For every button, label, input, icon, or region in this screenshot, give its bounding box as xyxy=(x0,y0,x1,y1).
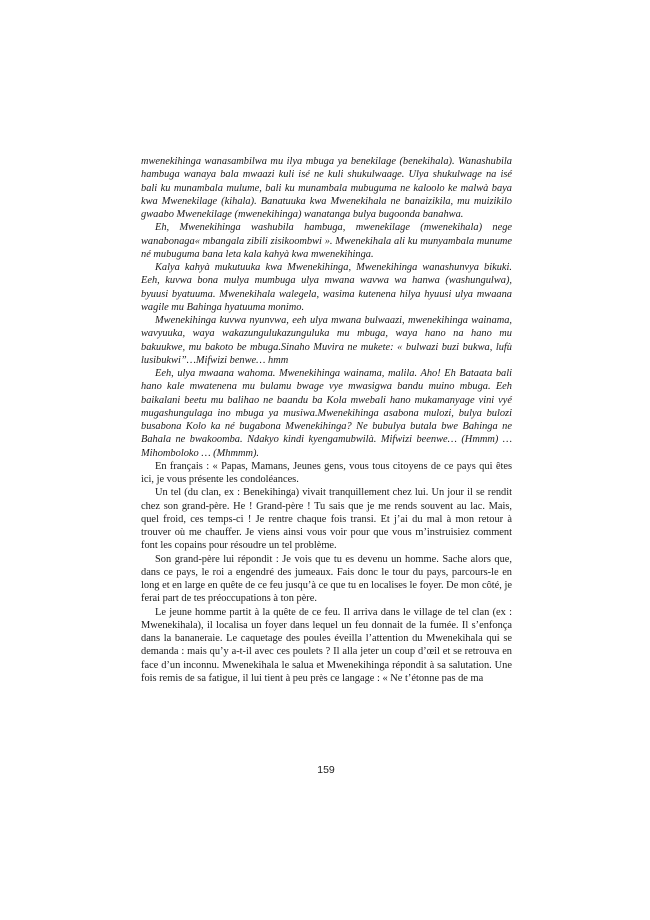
paragraph-kihunde-1: mwenekihinga wanasambilwa mu ilya mbuga ya benekilage (benekihala). Wanashubila hambuga wanaya bala mwaazi kuli isé ne kuli shukulwaage. Ulya shukulwage na isé bali ku munambala mulume, bali ku munambala mubuguma ne kaloolo ke malwà baya kwa Mwenekilage (kihala). Banatuuka kwa Mwenekihala ne banaizikila, mu muizikilo gwaabo Mwenekilage (mwenekihinga) wanatanga bulya bugoonda banahwa. xyxy=(141,156,512,220)
paragraph-french-3: Son grand-père lui répondit : Je vois que tu es devenu un homme. Sache alors que, dans ce pays, le roi a engendré des jumeaux. Fais donc le tour du pays, parcours-le en long et en large en quête de ce feu jusqu’à ce que tu en localises le foyer. De mon côté, je ferai part de tes préoccupations à ton père. xyxy=(141,553,512,605)
page-body xyxy=(141,155,512,685)
paragraph-french-4: Le jeune homme partit à la quête de ce feu. Il arriva dans le village de tel clan (ex : Mwenekihala), il localisa un foyer dans lequel un feu donnait de la fumée. Il s’enfonça dans la bananeraie. Le caquetage des poules éveilla l’attention du Mwenekihala qui se demanda : mais qu’y a-t-il avec ces poulets ? Il alla jeter un coup d’œil et se retrouva en face d’un inconnu. Mwenekihala le salua et Mwenekihinga répondit à sa salutation. Une fois remis de sa fatigue, il lui tient à peu près ce langage : « Ne t’étonne pas de ma xyxy=(141,606,512,684)
paragraph-kihunde-5: Eeh, ulya mwaana wahoma. Mwenekihinga wainama, malila. Aho! Eh Bataata bali hano kale mwatenena mu bulamu bwage vye mwasigwa bandu muino mbuga. Eeh baikalani beetu mu balihao ne baandu ba Kola mwebali hano mukamanyage vini vyé mugashungulaga ino mbuga ya musiwa.Mwenekihinga asabona mulozi, bulya bulozi busabona Kolo ka né bugabona Mwenekihinga? Ne bubulya butala bwe Bahinga ne Bahala ne bwakoomba. Ndakyo kindi kyengamubwilà. Mifwizi beenwe… (Hmmm) … Mihomboloko … (Mhmmm). xyxy=(141,368,512,459)
paragraph-french-1: En français : « Papas, Mamans, Jeunes gens, vous tous citoyens de ce pays qui êtes ici, je vous présente les condoléances. xyxy=(141,460,512,485)
paragraph-kihunde-2: Eh, Mwenekihinga washubila hambuga, mwenekilage (mwenekihala) nege wanabonaga« mbangala zibili zisikoombwi ». Mwenekihala ali ku munyambala munume né mubuguma bana leta kala kahyà kwa mwenekihinga. xyxy=(141,222,512,260)
paragraph-french-2: Un tel (du clan, ex : Benekihinga) vivait tranquillement chez lui. Un jour il se rendit chez son grand-père. He ! Grand-père ! Tu sais que je me rends souvent au lac. Mais, quel froid, ces temps-ci ! Je rentre chaque fois transi. Et j’ai du mal à mon retour à trouver où me chauffer. Je viens ainsi vous voir pour que vous m’instruisiez comment font les copains pour résoudre un tel problème. xyxy=(141,487,512,552)
page-number: 159 xyxy=(317,764,335,776)
paragraph-kihunde-3: Kalya kahyà mukutuuka kwa Mwenekihinga, Mwenekihinga wanashunvya bikuki. Eeh, kuvwa bona mulya mumbuga ulya mwana wavwa wa hanwa (washungulwa), byuusi byatuuma. Mwenekihala walegela, wasima kutenena hilya hyuusi ulya mwaana wagile mu Bahinga hyatuuma monimo. xyxy=(141,262,512,313)
paragraph-kihunde-4: Mwenekihinga kuvwa nyunvwa, eeh ulya mwana bulwaazi, mwenekihinga wainama, wavyuuka, waya wakazungulukazunguluka mu mbuga, waya hano na hano mu bakuukwe, mu bakoto be mbuga.Sinaho Muvira ne mukete: « bulwazi buzi bukwa, lufù lusibukwi”…Mifwizi benwe… hmm xyxy=(141,315,512,366)
